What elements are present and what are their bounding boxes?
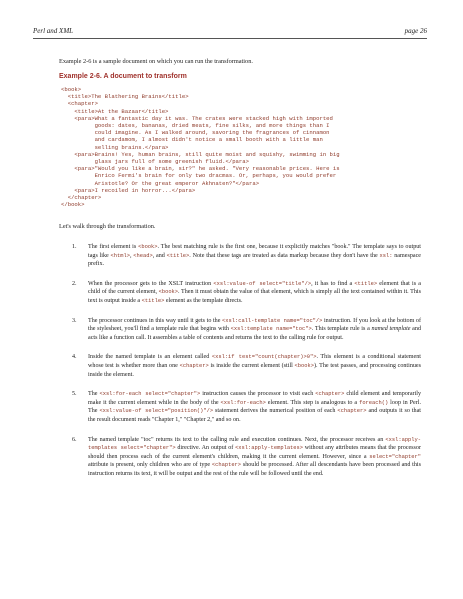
- inline-code: <book>: [158, 289, 179, 296]
- step-text: The named template "toc" returns its text to the calling rule and execution continues. Next, the processor receives an: [88, 436, 386, 443]
- step-text: , it has to find a: [311, 280, 355, 287]
- step-text: element that is a child of the current element,: [88, 280, 421, 296]
- step-text: namespace prefix.: [88, 252, 421, 268]
- step-text: . Note that these tags are treated as data markup because they don't have the: [189, 252, 380, 259]
- step-text: is inside the current element (still: [208, 362, 295, 369]
- step-text: ,: [129, 252, 134, 259]
- code-line: goods: dates, bananas, dried meats, fine silks, and more things than I: [94, 122, 330, 130]
- code-line: Enrico Fermi's brain for only two dracmas. Or, perhaps, you would prefer: [94, 172, 337, 180]
- code-line: and cardamom, I almost didn't notice a small booth with a little man: [94, 136, 323, 144]
- step-number: 6.: [72, 436, 77, 443]
- inline-code: <title>: [354, 280, 378, 287]
- inline-code: <chapter>: [211, 462, 242, 469]
- inline-code: <html>: [110, 252, 130, 259]
- inline-code: <xsl:for-each select="chapter">: [99, 391, 201, 398]
- step-text: . This template rule is a: [311, 326, 372, 333]
- inline-code: <chapter>: [315, 391, 345, 398]
- walkthrough-intro: Let's walk through the transformation.: [59, 223, 156, 230]
- header-rule: [33, 38, 427, 39]
- step-text: element as the template directs.: [164, 297, 243, 304]
- inline-code: foreach(): [359, 399, 389, 406]
- inline-code: <chapter>: [337, 408, 367, 415]
- code-line: selling brains.</para>: [94, 143, 169, 151]
- step-text: child element and temporarily make it the current element while in the body of the: [88, 391, 422, 406]
- step-text: element. This step is analogous to a: [265, 399, 360, 406]
- step-text: loop in Perl. The: [88, 399, 421, 415]
- page-number: page 26: [404, 27, 427, 35]
- steps-list: [59, 243, 421, 489]
- inline-code: <xsl:apply-templates>: [235, 445, 303, 452]
- step-text: without any attributes means that the processor should then process each of the current element's children, making it the current element. However, since a: [88, 445, 422, 460]
- inline-code: <book>: [138, 244, 158, 250]
- inline-code: <xsl:value-of select="title"/>: [213, 280, 312, 287]
- inline-code: <xsl:value-of select="position()"/>: [99, 408, 214, 415]
- code-line: <book>: [61, 86, 82, 93]
- step-text: , and: [152, 252, 167, 259]
- inline-code: <xsl:if test="count(chapter)>0">: [211, 354, 317, 361]
- step-text: directive. An output of: [175, 445, 236, 452]
- step-item: [59, 317, 421, 343]
- step-text: attribute is present, only children who are of type: [88, 462, 212, 469]
- inline-code: select="chapter": [369, 453, 421, 460]
- example-title: Example 2-6. A document to transform: [59, 73, 187, 80]
- code-line: <para>I recoiled in horror...</para>: [74, 186, 196, 194]
- code-line: <para>What a fantastic day it was. The crates were stacked high with imported: [74, 114, 333, 122]
- intro-paragraph: Example 2-6 is a sample document on which you can run the transformation.: [59, 58, 253, 65]
- step-item: [59, 280, 421, 306]
- inline-code: <xsl:call-template name="toc"/>: [222, 317, 323, 324]
- step-number: 1.: [72, 244, 77, 250]
- code-line: <title>At the Bazaar</title>: [74, 107, 169, 115]
- code-line: <chapter>: [67, 100, 98, 108]
- step-number: 5.: [72, 391, 77, 398]
- step-item: [59, 436, 421, 479]
- inline-code: <chapter>: [179, 362, 209, 369]
- code-line: <para>Brains! Yes, human brains, still quite moist and squishy, swimming in big: [74, 150, 340, 158]
- inline-code: <book>: [294, 362, 314, 369]
- step-text: . This element is a conditional statement whose test is whether more than one: [88, 354, 421, 369]
- step-text: statement derives the numerical position of each: [213, 408, 338, 415]
- code-line: <para>"Would you like a brain, sir?" he asked. "Very reasonable prices. Here is: [74, 165, 340, 173]
- inline-code: <title>: [166, 252, 190, 259]
- inline-code: <xsl:template name="toc">: [230, 326, 312, 333]
- step-text: should be processed. After all descendants have been processed and this instruction returns its text, it will be output and the rest of the rule will be followed until the end.: [88, 462, 421, 477]
- step-text: . Then it must obtain the value of that element, which is simply all the text contained within it. This text is output inside a: [88, 289, 421, 304]
- step-item: [59, 390, 421, 424]
- inline-code: xsl:: [379, 252, 393, 259]
- code-line: </chapter>: [67, 194, 102, 202]
- step-item: [59, 353, 421, 379]
- step-number: 2.: [72, 280, 77, 287]
- step-text: The: [88, 391, 100, 398]
- emphasis-text: named template: [371, 326, 411, 333]
- inline-code: <head>: [133, 252, 153, 259]
- inline-code: <xsl:for-each>: [220, 399, 266, 406]
- code-line: </book>: [61, 201, 85, 209]
- code-line: Aristotle? Or the great emperor Akhnaten?"</para>: [94, 179, 260, 187]
- code-line: glass jars full of some greenish fluid.</para>: [94, 158, 249, 166]
- step-number: 3.: [72, 317, 77, 324]
- step-text: instruction causes the processor to visit each: [200, 391, 316, 398]
- running-title: Perl and XML: [33, 27, 74, 35]
- step-text: ). The test passes, and processing continues inside the element.: [88, 362, 421, 378]
- step-text: instruction. If you look at the bottom of the stylesheet, you'll find a template rule that begins with: [88, 317, 421, 333]
- code-line: <title>The Blathering Brains</title>: [67, 93, 189, 101]
- inline-code: <xsl:apply-templates select="chapter">: [88, 436, 421, 452]
- step-text: and outputs it so that the result document reads "Chapter 1," "Chapter 2," and so on.: [88, 408, 421, 423]
- step-text: and acts like a function call. It assembles a table of contents and returns the text to the calling rule for output.: [88, 326, 421, 341]
- code-listing: [61, 86, 431, 208]
- step-text: The processor continues in this way until it gets to the: [88, 317, 223, 324]
- step-number: 4.: [72, 354, 77, 361]
- step-item: [59, 243, 421, 269]
- step-text: When the processor gets to the XSLT instruction: [88, 280, 214, 287]
- step-text: Inside the named template is an element called: [88, 354, 212, 361]
- code-line: could imagine. As I walked around, savoring the fragrances of cinnamon: [94, 129, 330, 137]
- inline-code: <title>: [141, 297, 165, 304]
- step-text: The first element is: [88, 244, 139, 250]
- step-text: . The best matching rule is the first one, because it explicitly matches "book." The template says to output tags like: [88, 244, 421, 259]
